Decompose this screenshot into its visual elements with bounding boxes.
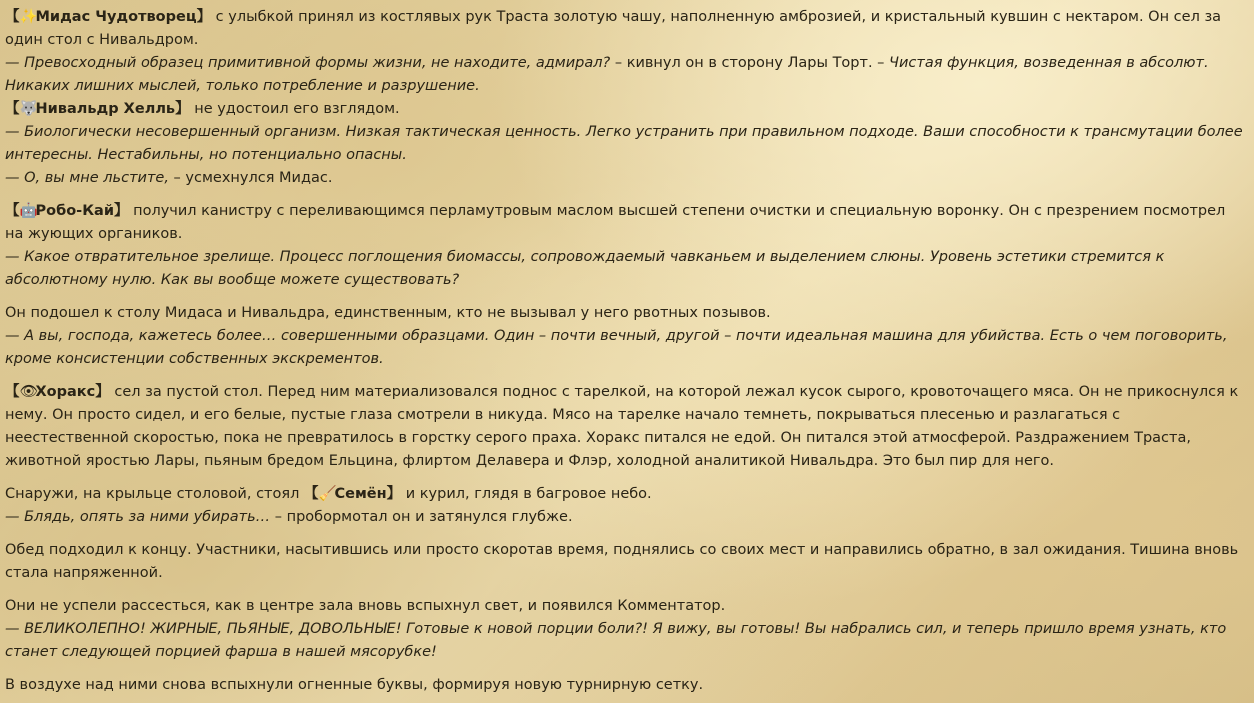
paragraph-robo-kai xyxy=(5,200,1246,292)
sparkles-icon: ✨ xyxy=(19,9,38,25)
dialogue: — Блядь, опять за ними убирать… xyxy=(5,509,271,525)
dialogue: — Биологически несовершенный организм. Низкая тактическая ценность. Легко устранить при правильном подходе. Ваши способности к трансмутации более интересны. Нестабильны, но потенциально опасны. xyxy=(5,124,1243,163)
paragraph-commentator xyxy=(5,595,1246,664)
paragraph-bracket xyxy=(5,674,1246,697)
narration: сел за пустой стол. Перед ним материализовался поднос с тарелкой, на которой лежал кусок сырого, кровоточащего мяса. Он не прикоснулся к нему. Он просто сидел, и его белые, пустые глаза смотрели в никуда. Мясо на тарелке начало темнеть, покрываться плесенью и разлагаться с неестественной скоростью, пока не превратилось в горстку серого праха. Хоракс питался не едой. Он питался этой атмосферой. Раздражением Траста, животной яростью Лары, пьяным бредом Ельцина, флиртом Делавера и Флэр, холодной аналитикой Нивальдра. Это был пир для него. xyxy=(5,384,1239,469)
paragraph-semyon xyxy=(5,483,1246,529)
character-name: Робо-Кай xyxy=(35,203,114,219)
narration: Снаружи, на крыльце столовой, стоял xyxy=(5,486,304,502)
character-name: Нивальдр Хелль xyxy=(35,101,176,117)
narration: Он подошел к столу Мидаса и Нивальдра, единственным, кто не вызывал у него рвотных позывов. xyxy=(5,305,771,321)
narration: и курил, глядя в багровое небо. xyxy=(401,486,652,502)
narration: с улыбкой принял из костлявых рук Траста золотую чашу, наполненную амброзией, и кристальный кувшин с нектаром. Он сел за один стол с Нивальдром. xyxy=(5,9,1222,48)
character-name: Семён xyxy=(334,486,387,502)
character-tag-robo-kai: 【🤖Робо-Кай】 xyxy=(5,203,129,219)
character-tag-semyon: 【🧹Семён】 xyxy=(304,486,401,502)
dialogue: — Превосходный образец примитивной формы жизни, не находите, адмирал? xyxy=(5,55,611,71)
robot-icon: 🤖 xyxy=(19,203,38,219)
character-name: Мидас Чудотворец xyxy=(35,9,197,25)
wolf-icon: 🐺 xyxy=(19,101,38,117)
paragraph-lunch-end xyxy=(5,539,1246,585)
character-name: Хоракс xyxy=(35,384,96,400)
dialogue: — Какое отвратительное зрелище. Процесс поглощения биомассы, сопровождаемый чавканьем и выделением слюны. Уровень эстетики стремится к абсолютному нулю. Как вы вообще можете существовать? xyxy=(5,249,1165,288)
paragraph-midas xyxy=(5,6,1246,98)
narration: Обед подходил к концу. Участники, насытившись или просто скоротав время, поднялись со своих мест и направились обратно, в зал ожидания. Тишина вновь стала напряженной. xyxy=(5,542,1239,581)
broom-icon: 🧹 xyxy=(318,486,337,502)
character-tag-horaks: 【👁Хоракс】 xyxy=(5,384,110,400)
paragraph-horaks xyxy=(5,381,1246,473)
dialogue: — О, вы мне льстите, xyxy=(5,170,169,186)
dialogue: — А вы, господа, кажетесь более… совершенными образцами. Один – почти вечный, другой – почти идеальная машина для убийства. Есть о чем поговорить, кроме консистенции собственных экскрементов. xyxy=(5,328,1228,367)
dialogue: — ВЕЛИКОЛЕПНО! ЖИРНЫЕ, ПЬЯНЫЕ, ДОВОЛЬНЫЕ! Готовые к новой порции боли?! Я вижу, вы готовы! Вы набрались сил, и теперь пришло время узнать, кто станет следующей порцией фарша в нашей мясорубке! xyxy=(5,621,1227,660)
character-tag-nivaldr: 【🐺Нивальдр Хелль】 xyxy=(5,101,190,117)
character-tag-midas: 【✨Мидас Чудотворец】 xyxy=(5,9,211,25)
narration: В воздухе над ними снова вспыхнули огненные буквы, формируя новую турнирную сетку. xyxy=(5,677,704,693)
paragraph-robo-kai-approach xyxy=(5,302,1246,371)
narration: – пробормотал он и затянулся глубже. xyxy=(270,509,573,525)
narration: – кивнул он в сторону Лары Торт. – xyxy=(610,55,885,71)
narration: не удостоил его взглядом. xyxy=(189,101,400,117)
narration: получил канистру с переливающимся перламутровым маслом высшей степени очистки и специальную воронку. Он с презрением посмотрел на жующих органиков. xyxy=(5,203,1226,242)
paragraph-nivaldr xyxy=(5,98,1246,190)
narration: – усмехнулся Мидас. xyxy=(168,170,333,186)
dialogue: Чистая функция, возведенная в абсолют. Никаких лишних мыслей, только потребление и разрушение. xyxy=(5,55,1209,94)
eye-icon: 👁 xyxy=(19,384,38,400)
narration: Они не успели рассесться, как в центре зала вновь вспыхнул свет, и появился Комментатор. xyxy=(5,598,726,614)
